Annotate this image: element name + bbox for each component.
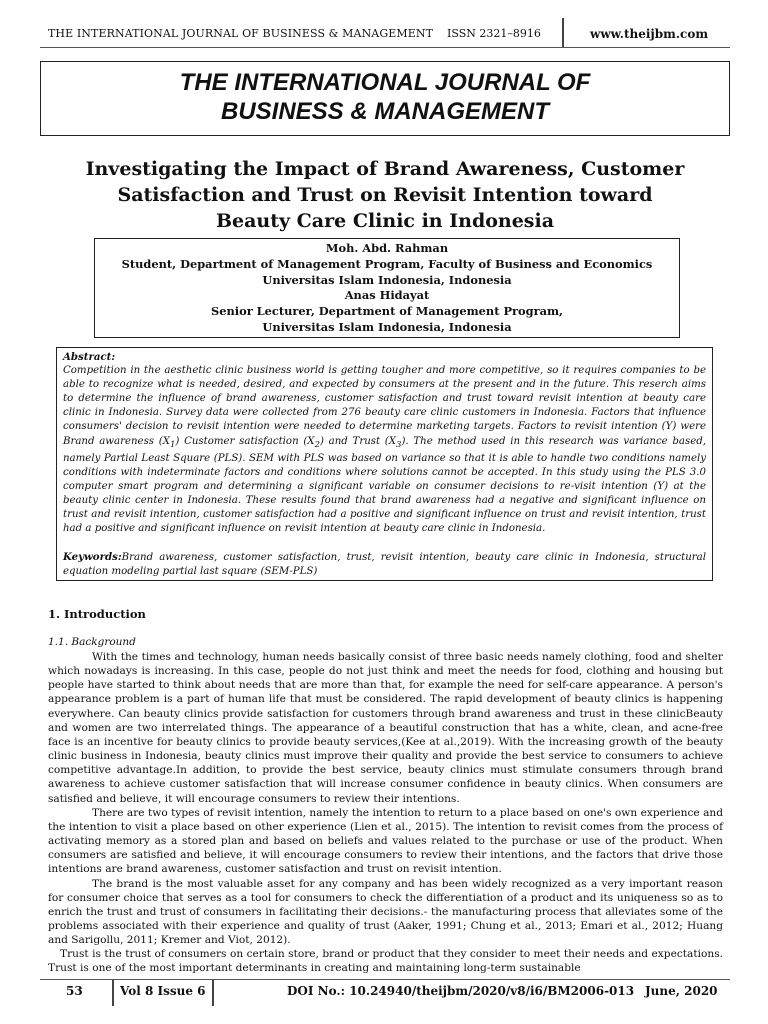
running-footer (0, 976, 768, 1024)
author-1-role: Student, Department of Management Program, Faculty of Business and Economics (121, 256, 653, 271)
keywords-label: Keywords: (63, 551, 122, 564)
journal-masthead (40, 61, 730, 136)
footer-divider-2 (212, 980, 214, 1006)
abstract-text-part-4: ). The method used in this research was variance based, namely Partial Least Square (PLS). SEM with PLS was based on variance so that it is able to handle two conditions namely conditions with indeterminate factors and conditions where solutions cannot be accepted. In this study using the PLS 3.0 computer smart program and determining a significant variable on consumer decisions to re-visit intention (Y) at the beauty clinic center in Indonesia. These results found that brand awareness had a negative and significant influence on trust and revisit intention, customer satisfaction had a positive and significant influence on trust and revisit intention, trust had a positive and significant influence on revisit intention at beauty care clinic in Indonesia. (63, 435, 707, 535)
masthead-line-1: THE INTERNATIONAL JOURNAL OF (179, 69, 591, 96)
paragraph-2: There are two types of revisit intention, namely the intention to return to a place based on one's own experience and the intention to visit a place based on other experience (Lien et al., 2015). The intention to revisit comes from the process of activating memory as a stored plan and based on beliefs and values related to the purchase or use of the product. When consumers are satisfied and believe, it will encourage consumers to review their intentions, and the factors that drive those intentions are brand awareness, customer satisfaction and trust on revisit intention. (48, 806, 723, 876)
paragraph-4: Trust is the trust of consumers on certain store, brand or product that they consider to meet their needs and expectations. Trust is one of the most important determinants in creating and maintaining long-term sustainable (48, 948, 723, 975)
footer-volume-issue: Vol 8 Issue 6 (120, 984, 206, 998)
body-text (48, 650, 723, 976)
abstract-subscript-3: 3 (396, 439, 402, 450)
footer-divider-1 (112, 980, 114, 1006)
section-heading-introduction: 1. Introduction (48, 607, 146, 621)
header-journal-name: THE INTERNATIONAL JOURNAL OF BUSINESS & MANAGEMENT (48, 27, 434, 40)
article-title (40, 156, 730, 234)
running-header (0, 0, 768, 50)
abstract-subscript-1: 1 (169, 439, 176, 450)
paragraph-3: The brand is the most valuable asset for any company and has been widely recognized as a very important reason for consumer choice that serves as a tool for consumers to check the differentiation of a product and its uniqueness so as to enrich the trust and trust of consumers in facilitating their decisions.- the manufacturing process that alleviates some of the problems associated with their experience and quality of trust (Aaker, 1991; Chung et al., 2013; Emari et al., 2012; Huang and Sarigollu, 2011; Kremer and Viot, 2012). (48, 877, 723, 947)
footer-rule (40, 979, 730, 980)
abstract-label: Abstract: (63, 351, 116, 363)
footer-page-number: 53 (66, 984, 83, 998)
keywords (63, 550, 706, 579)
abstract-text (63, 364, 706, 536)
header-issn: ISSN 2321–8916 (447, 27, 541, 40)
abstract-box (56, 347, 713, 581)
header-website: www.theijbm.com (590, 27, 709, 41)
author-2-affiliation: Universitas Islam Indonesia, Indonesia (262, 319, 512, 334)
author-1-name: Moh. Abd. Rahman (325, 241, 449, 255)
author-2-role: Senior Lecturer, Department of Management Program, (211, 304, 563, 319)
abstract-text-part-2: ) Customer satisfaction (X (175, 435, 315, 447)
author-1-affiliation: Universitas Islam Indonesia, Indonesia (262, 272, 512, 287)
abstract-subscript-2: 2 (314, 439, 320, 450)
keywords-text: Brand awareness, customer satisfaction, trust, revisit intention, beauty care clinic in Indonesia, structural equation modeling partial last square (SEM-PLS) (63, 552, 706, 578)
author-info-box (94, 238, 680, 338)
header-rule (40, 47, 730, 48)
masthead-line-2: BUSINESS & MANAGEMENT (220, 98, 550, 125)
abstract-text-part-3: ) and Trust (X (319, 435, 397, 447)
footer-date: June, 2020 (645, 984, 718, 998)
header-divider (562, 18, 564, 48)
paragraph-1: With the times and technology, human needs basically consist of three basic needs namely clothing, food and shelter which nowadays is increasing. In this case, people do not just think and meet the needs for food, clothing and housing but people have started to think about needs that are more than that, for example the need for self-care appearance. A person's appearance problem is a part of human life that must be considered. The rapid development of beauty clinics is happening everywhere. Can beauty clinics provide satisfaction for customers through brand awareness and trust in these clinicBeauty and women are two interrelated things. The appearance of a beautiful construction that has a white, clean, and acne-free face is an incentive for beauty clinics to provide beauty services,(Kee at al.,2019). With the increasing growth of the beauty clinic business in Indonesia, beauty clinics must improve their quality and provide the best service to consumers to achieve competitive advantage.In addition, to provide the best service, beauty clinics must stimulate consumers through brand awareness to achieve customer satisfaction that will increase consumer confidence in beauty clinics. When consumers are satisfied and believe, it will encourage consumers to review their intentions. (48, 651, 723, 805)
title-line-3: Beauty Care Clinic in Indonesia (215, 210, 555, 232)
subsection-heading-background: 1.1. Background (48, 636, 136, 648)
title-line-1: Investigating the Impact of Brand Awareness, Customer (85, 158, 685, 180)
abstract-text-part-1: Competition in the aesthetic clinic business world is getting tougher and more competitive, so it requires companies to be able to recognize what is needed, desired, and expected by consumers at the present and in the future. This reserch aims to determine the influence of brand awareness, customer satisfaction and trust toward revisit intention at beauty care clinic in Indonesia. Survey data were collected from 276 beauty care clinic customers in Indonesia. Factors that influence consumers' decision to revisit intention were needed to determine marketing targets. Factors to revisit intention (Y) were Brand awareness (X (63, 365, 706, 447)
title-line-2: Satisfaction and Trust on Revisit Intention toward (117, 184, 653, 206)
author-2-name: Anas Hidayat (344, 288, 430, 303)
footer-doi: DOI No.: 10.24940/theijbm/2020/v8/i6/BM2006-013 (287, 984, 635, 998)
